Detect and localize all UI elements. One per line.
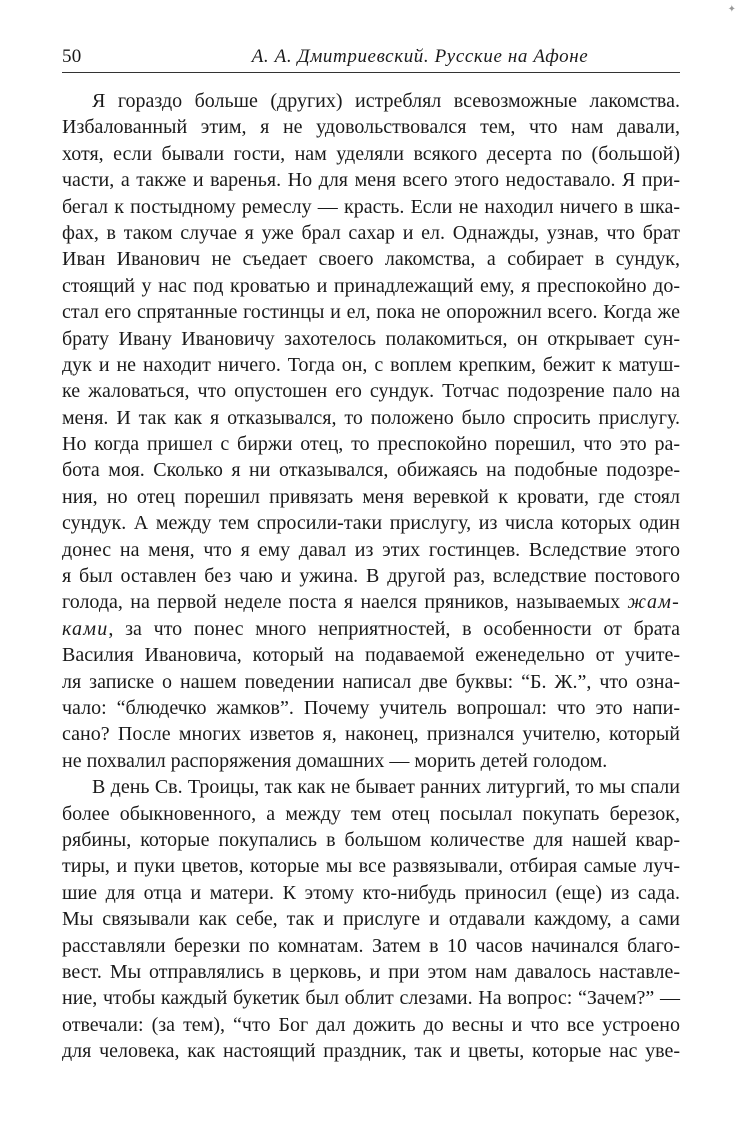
scan-artifact: ✦: [727, 4, 736, 15]
text-line: меня. И так как я отказывался, то положено было спросить прислугу.: [62, 406, 680, 429]
text-line: донес на меня, что я ему давал из этих гостинцев. Вследствие этого: [62, 538, 680, 561]
text-line: дук и не находит ничего. Тогда он, с воплем крепким, бежит к матуш-: [62, 353, 680, 376]
text-line: вест. Мы отправлялись в церковь, и при этом нам давалось наставле-: [62, 960, 680, 983]
text-line: брату Ивану Ивановичу захотелось полакомиться, он открывает сун-: [62, 327, 680, 350]
text-line: Я гораздо больше (других) истреблял всевозможные лакомства.: [92, 90, 680, 112]
text-line: для человека, как настоящий праздник, так и цветы, которые нас уве-: [62, 1040, 680, 1063]
text-line: фах, в таком случае я уже брал сахар и ел. Однажды, узнав, что брат: [62, 221, 680, 244]
text-line: тиры, и пуки цветов, которые мы все развязывали, отбирая самые луч-: [62, 855, 680, 878]
paragraph-1: [62, 88, 680, 774]
text-line-mixed: [62, 589, 680, 615]
italic-word: жам-: [627, 591, 680, 614]
text-line: Избалованный этим, я не удовольствовался тем, что нам давали,: [62, 116, 680, 139]
text-segment: голода, на первой неделе поста я наелся пряников, называемых: [62, 591, 628, 614]
text-line: Василия Ивановича, который на подаваемой еженедельно от учите-: [62, 644, 680, 667]
header-rule: [62, 72, 680, 73]
text-line: отвечали: (за тем), “что Бог дал дожить до весны и что все устроено: [62, 1013, 680, 1036]
text-line: стоящий у нас под кроватью и принадлежащий ему, я преспокойно до-: [62, 274, 680, 297]
text-line: части, а также и варенья. Но для меня всего этого недоставало. Я при-: [62, 169, 680, 192]
text-line: бота моя. Сколько я ни отказывался, обижаясь на подобные подозре-: [62, 459, 680, 482]
text-line: В день Св. Троицы, так как не бывает ранних литургий, то мы спали: [92, 776, 680, 799]
text-line-mixed: [62, 616, 680, 642]
italic-word: ками: [62, 617, 109, 640]
text-line: чало: “блюдечко жамков”. Почему учитель вопрошал: что это напи-: [62, 696, 680, 719]
text-line: сундук. А между тем спросили-таки прислугу, из числа которых один: [62, 512, 680, 535]
text-line: расставляли березки по комнатам. Затем в 10 часов начинался благо-: [62, 934, 680, 957]
text-line: я был оставлен без чаю и ужина. В другой раз, вследствие постового: [62, 565, 680, 588]
paragraph-2: [62, 774, 680, 1064]
text-line: Но когда пришел с биржи отец, то преспокойно порешил, что это ра-: [62, 433, 680, 456]
text-line: Иван Иванович не съедает своего лакомства, а собирает в сундук,: [62, 248, 680, 271]
text-line: рябины, которые покупались в большом количестве для нашей квар-: [62, 828, 680, 851]
page-number: 50: [62, 46, 82, 67]
text-line: хотя, если бывали гости, нам уделяли всякого десерта по (большой): [62, 142, 680, 165]
text-line: не похвалил распоряжения домашних — морить детей голодом.: [62, 749, 608, 772]
text-line: ке жаловаться, что опустошен его сундук. Тотчас подозрение пало на: [62, 380, 680, 403]
text-line: бегал к постыдному ремеслу — красть. Если не находил ничего в шка-: [62, 195, 680, 218]
running-title: А. А. Дмитриевский. Русские на Афоне: [251, 46, 589, 67]
text-line: ние, чтобы каждый букетик был облит слезами. На вопрос: “Зачем?” —: [62, 987, 680, 1010]
text-line: Мы связывали как себе, так и прислуге и отдавали каждому, а сами: [62, 908, 680, 931]
text-line: стал его спрятанные гостинцы и ел, пока не опорожнил всего. Когда же: [62, 301, 680, 324]
text-line: ния, но отец порешил привязать меня веревкой к кровати, где стоял: [62, 485, 680, 508]
text-line: шие для отца и матери. К этому кто-нибудь приносил (еще) из сада.: [62, 881, 680, 904]
text-line: ля записке о нашем поведении написал две буквы: “Б. Ж.”, что озна-: [62, 670, 680, 693]
text-line: сано? После многих изветов я, наконец, признался учителю, который: [62, 723, 680, 746]
text-line: более обыкновенного, а между тем отец посылал покупать березок,: [62, 802, 680, 825]
body-text: [62, 88, 680, 1064]
text-segment: , за что понес много неприятностей, в особенности от брата: [108, 617, 680, 640]
page-header: [62, 44, 680, 74]
